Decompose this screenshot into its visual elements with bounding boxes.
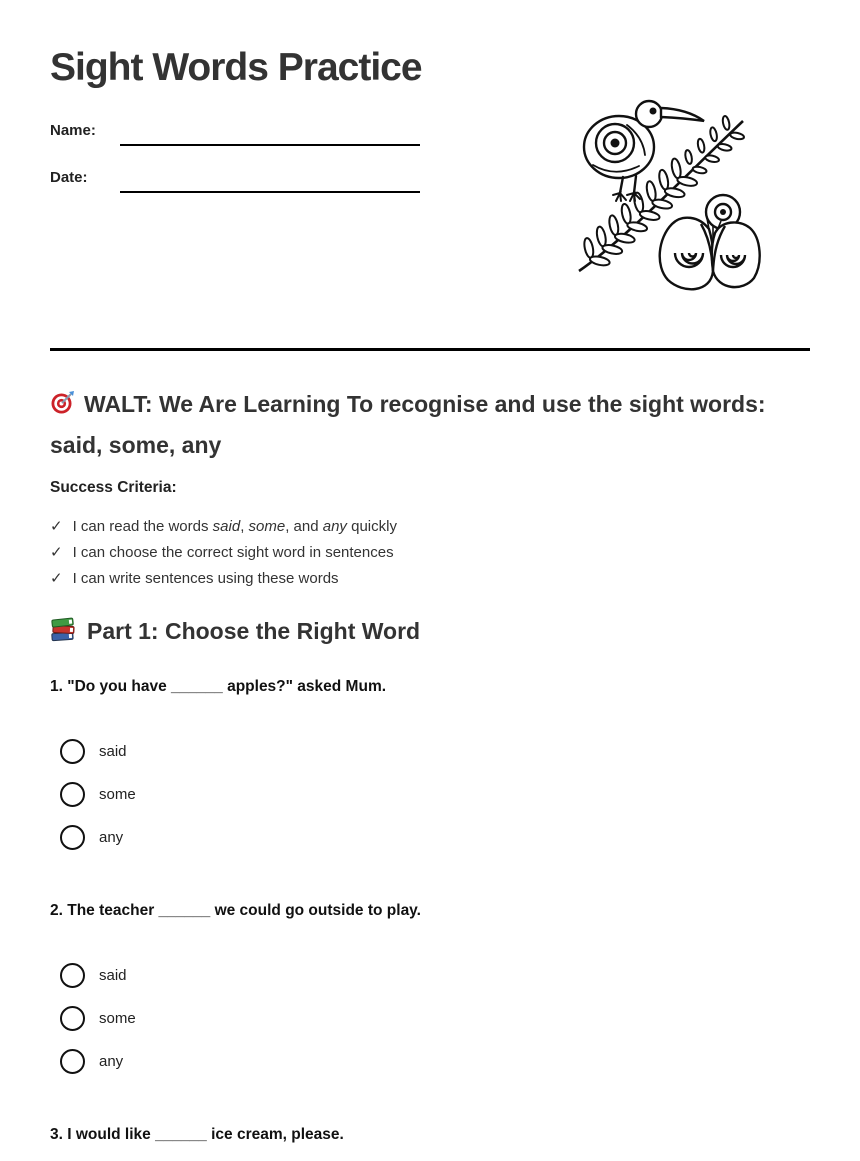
fern-leaflet — [684, 150, 693, 165]
question-text: 2. The teacher ______ we could go outside to play. — [50, 902, 421, 919]
koru-motif — [660, 195, 760, 289]
criteria-item — [50, 514, 397, 540]
success-criteria-label: Success Criteria: — [50, 479, 177, 496]
option-label: any — [99, 1053, 124, 1070]
option-label: said — [99, 967, 127, 984]
fern-leaflet — [717, 143, 732, 152]
option-row[interactable] — [50, 773, 814, 816]
radio-button[interactable] — [60, 1049, 85, 1074]
fern-leaflet — [608, 215, 620, 236]
option-row[interactable] — [50, 1040, 814, 1083]
fern-leaflet — [652, 198, 673, 210]
fern-leaflet — [722, 115, 731, 130]
radio-button[interactable] — [60, 825, 85, 850]
sight-word: any — [322, 518, 347, 535]
fern-leaflet — [692, 166, 707, 175]
books-icon — [50, 616, 77, 654]
section-divider — [50, 348, 810, 351]
fern-leaflet — [589, 255, 610, 267]
success-criteria-list — [50, 514, 397, 592]
check-icon: ✓ — [50, 570, 63, 587]
criteria-text: I can write sentences using these words — [72, 570, 339, 587]
fern-leaflet — [614, 232, 635, 244]
option-row[interactable] — [50, 730, 814, 773]
fern-leaflet — [705, 154, 720, 163]
radio-button[interactable] — [60, 963, 85, 988]
criteria-text: I can choose the correct sight word in sentences — [72, 544, 394, 561]
fern-leaflet — [602, 244, 623, 256]
fern-leaflet — [583, 237, 595, 258]
question — [50, 676, 814, 859]
question-text: 1. "Do you have ______ apples?" asked Mum. — [50, 678, 387, 695]
fern-leaflet — [670, 158, 682, 179]
fern-leaflet — [620, 203, 632, 224]
target-dart-icon — [50, 388, 75, 426]
option-label: some — [99, 786, 136, 803]
criteria-text: quickly — [346, 518, 397, 535]
name-input-line[interactable] — [120, 128, 420, 146]
option-label: any — [99, 829, 124, 846]
questions-section — [50, 676, 814, 1161]
check-icon: ✓ — [50, 544, 63, 561]
criteria-text: , — [240, 518, 249, 535]
fern-leaflet — [645, 180, 657, 201]
walt-heading — [50, 385, 814, 464]
sight-word: said — [212, 518, 241, 535]
fern-leaflet — [697, 138, 706, 153]
criteria-text: , and — [285, 518, 323, 535]
kiwi-fern-illustration — [563, 93, 761, 298]
part1-heading — [50, 612, 420, 654]
date-input-line[interactable] — [120, 175, 420, 193]
check-icon: ✓ — [50, 518, 63, 535]
option-label: said — [99, 743, 127, 760]
option-row[interactable] — [50, 997, 814, 1040]
fern-leaflet — [658, 169, 670, 190]
radio-button[interactable] — [60, 739, 85, 764]
question — [50, 1124, 814, 1145]
radio-button[interactable] — [60, 1006, 85, 1031]
criteria-item — [50, 566, 397, 592]
part1-title: Part 1: Choose the Right Word — [87, 618, 421, 644]
option-row[interactable] — [50, 816, 814, 859]
criteria-text: I can read the words — [72, 518, 213, 535]
fern-leaflet — [677, 175, 698, 187]
fern-leaflet — [595, 226, 607, 247]
radio-button[interactable] — [60, 782, 85, 807]
date-label: Date: — [50, 169, 88, 186]
page-title: Sight Words Practice — [50, 46, 422, 89]
question-text: 3. I would like ______ ice cream, please. — [50, 1126, 344, 1143]
option-row[interactable] — [50, 954, 814, 997]
fern-leaflet — [664, 187, 685, 199]
fern-leaflet — [709, 127, 718, 142]
name-label: Name: — [50, 122, 96, 139]
option-label: some — [99, 1010, 136, 1027]
fern-leaflet — [730, 132, 745, 141]
walt-text: WALT: We Are Learning To recognise and use the sight words: said, some, any — [50, 391, 766, 458]
sight-word: some — [248, 518, 286, 535]
question — [50, 900, 814, 1083]
criteria-item — [50, 540, 397, 566]
